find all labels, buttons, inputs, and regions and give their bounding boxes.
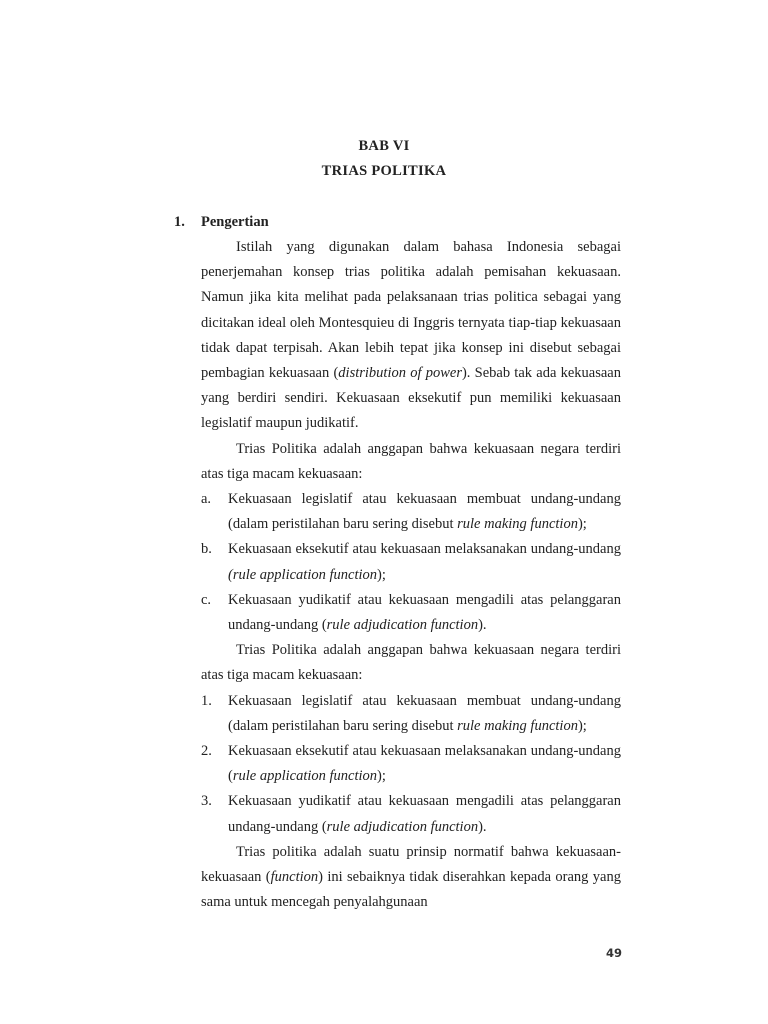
list-item: 1. Kekuasaan legislatif atau kekuasaan membuat undang-undang (dalam peristilahan baru sering disebut rule making function); [201, 689, 621, 739]
page-number: 49 [605, 946, 622, 960]
chapter-title: TRIAS POLITIKA [321, 163, 447, 179]
list-marker: 3. [201, 793, 212, 810]
letter-list [201, 487, 621, 638]
list-marker: b. [201, 541, 212, 558]
list-marker: 2. [201, 743, 212, 760]
section-title: Pengertian [201, 214, 269, 230]
list-marker: a. [201, 491, 212, 508]
number-list [201, 689, 621, 840]
list-marker: 1. [201, 692, 212, 709]
list-item: 2. Kekuasaan eksekutif atau kekuasaan melaksanakan undang-undang (rule application function); [201, 739, 621, 789]
list-item: a. Kekuasaan legislatif atau kekuasaan membuat undang-undang (dalam peristilahan baru sering disebut rule making function); [201, 487, 621, 537]
body-text [201, 235, 621, 915]
paragraph-1: Istilah yang digunakan dalam bahasa Indonesia sebagai penerjemahan konsep trias politika adalah pemisahan kekuasaan. Namun jika kita melihat pada pelaksanaan trias politica sebagai yang dicitakan ideal oleh Montesquieu di Inggris ternyata tiap-tiap kekuasaan tidak dapat terpisah. Akan lebih tepat jika konsep ini disebut sebagai pembagian kekuasaan (distribution of power). Sebab tak ada kekuasaan yang berdiri sendiri. Kekuasaan eksekutif pun memiliki kekuasaan legislatif maupun judikatif. [201, 239, 621, 432]
list-item: 3. Kekuasaan yudikatif atau kekuasaan mengadili atas pelanggaran undang-undang (rule adjudication function). [201, 789, 621, 839]
paragraph-2: Trias Politika adalah anggapan bahwa kekuasaan negara terdiri atas tiga macam kekuasaan: [201, 440, 621, 482]
paragraph-4: Trias politika adalah suatu prinsip normatif bahwa kekuasaan-kekuasaan (function) ini sebaiknya tidak diserahkan kepada orang yang sama untuk mencegah penyalahgunaan [201, 843, 621, 911]
section-number: 1. [174, 214, 185, 230]
list-item: c. Kekuasaan yudikatif atau kekuasaan mengadili atas pelanggaran undang-undang (rule adjudication function). [201, 588, 621, 638]
list-item: b. Kekuasaan eksekutif atau kekuasaan melaksanakan undang-undang (rule application function); [201, 537, 621, 587]
chapter-label: BAB VI [358, 138, 410, 154]
list-marker: c. [201, 591, 212, 608]
paragraph-3: Trias Politika adalah anggapan bahwa kekuasaan negara terdiri atas tiga macam kekuasaan: [201, 642, 621, 684]
